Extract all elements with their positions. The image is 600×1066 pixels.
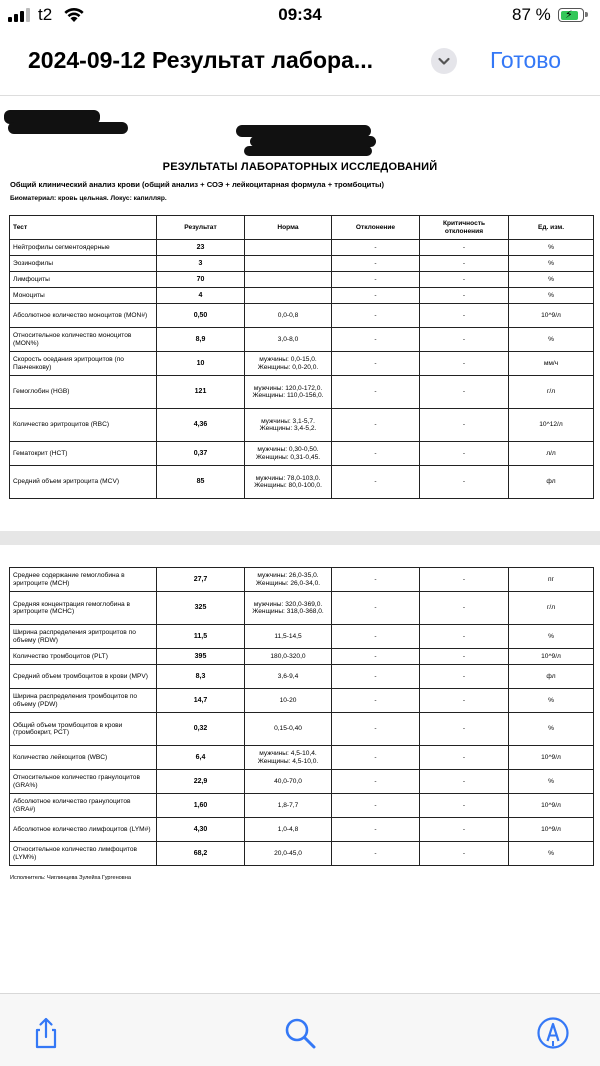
unit-cell: фл	[509, 466, 594, 499]
unit-cell: %	[509, 770, 594, 794]
criticality-cell: -	[420, 746, 509, 770]
test-name-cell: Количество эритроцитов (RBC)	[10, 409, 157, 442]
document-title: 2024-09-12 Результат лабора...	[28, 47, 374, 73]
norm-cell: 3,6-9,4	[245, 665, 332, 689]
table-row	[10, 466, 594, 499]
unit-cell: 10^9/л	[509, 304, 594, 328]
table-row	[10, 376, 594, 409]
result-cell: 14,7	[157, 689, 245, 713]
norm-cell	[245, 272, 332, 288]
markup-icon	[536, 1016, 570, 1050]
unit-cell: %	[509, 240, 594, 256]
search-icon	[283, 1016, 317, 1050]
table-row	[10, 288, 594, 304]
criticality-cell: -	[420, 376, 509, 409]
result-cell: 325	[157, 592, 245, 625]
column-header-test: Тест	[10, 216, 157, 240]
table-row	[10, 794, 594, 818]
norm-cell	[245, 256, 332, 272]
table-row	[10, 689, 594, 713]
deviation-cell: -	[332, 568, 420, 592]
deviation-cell: -	[332, 272, 420, 288]
unit-cell: г/л	[509, 592, 594, 625]
test-name-cell: Ширина распределения эритроцитов по объему (RDW)	[10, 625, 157, 649]
criticality-cell: -	[420, 689, 509, 713]
deviation-cell: -	[332, 665, 420, 689]
criticality-cell: -	[420, 409, 509, 442]
criticality-cell: -	[420, 272, 509, 288]
result-cell: 4,36	[157, 409, 245, 442]
battery-percent: 87 %	[512, 5, 551, 24]
title-menu-button[interactable]	[431, 48, 457, 74]
unit-cell: 10^9/л	[509, 649, 594, 665]
norm-cell: мужчины: 26,0-35,0. Женщины: 26,0-34,0.	[245, 568, 332, 592]
norm-cell: 3,0-8,0	[245, 328, 332, 352]
test-name-cell: Нейтрофилы сегментоядерные	[10, 240, 157, 256]
table-row	[10, 409, 594, 442]
result-cell: 11,5	[157, 625, 245, 649]
test-name-cell: Скорость оседания эритроцитов (по Панченкову)	[10, 352, 157, 376]
deviation-cell: -	[332, 713, 420, 746]
lab-results-table	[9, 215, 594, 499]
table-row	[10, 568, 594, 592]
norm-cell: 180,0-320,0	[245, 649, 332, 665]
norm-cell: 1,8-7,7	[245, 794, 332, 818]
table-row	[10, 665, 594, 689]
table-row	[10, 592, 594, 625]
search-button[interactable]	[283, 1016, 317, 1050]
table-row	[10, 442, 594, 466]
status-bar	[0, 0, 600, 34]
criticality-cell: -	[420, 649, 509, 665]
result-cell: 70	[157, 272, 245, 288]
deviation-cell: -	[332, 592, 420, 625]
result-cell: 27,7	[157, 568, 245, 592]
analysis-name: Общий клинический анализ крови (общий анализ + СОЭ + лейкоцитарная формула + тромбоциты)	[10, 180, 385, 189]
unit-cell: 10^9/л	[509, 794, 594, 818]
table-row	[10, 272, 594, 288]
criticality-cell: -	[420, 288, 509, 304]
result-cell: 0,32	[157, 713, 245, 746]
unit-cell: %	[509, 288, 594, 304]
table-row	[10, 240, 594, 256]
test-name-cell: Среднее содержание гемоглобина в эритроците (MCH)	[10, 568, 157, 592]
column-header-deviation: Отклонение	[332, 216, 420, 240]
charging-bolt-icon: ⚡	[565, 9, 573, 21]
unit-cell: мм/ч	[509, 352, 594, 376]
result-cell: 23	[157, 240, 245, 256]
test-name-cell: Гематокрит (HCT)	[10, 442, 157, 466]
unit-cell: %	[509, 256, 594, 272]
result-cell: 3	[157, 256, 245, 272]
result-cell: 121	[157, 376, 245, 409]
table-row	[10, 713, 594, 746]
share-button[interactable]	[29, 1016, 63, 1050]
table-header-row	[10, 216, 594, 240]
result-cell: 8,3	[157, 665, 245, 689]
test-name-cell: Относительное количество моноцитов (MON%)	[10, 328, 157, 352]
test-name-cell: Лимфоциты	[10, 272, 157, 288]
criticality-cell: -	[420, 352, 509, 376]
deviation-cell: -	[332, 409, 420, 442]
table-row	[10, 746, 594, 770]
criticality-cell: -	[420, 568, 509, 592]
table-row	[10, 649, 594, 665]
deviation-cell: -	[332, 625, 420, 649]
deviation-cell: -	[332, 240, 420, 256]
table-row	[10, 770, 594, 794]
deviation-cell: -	[332, 842, 420, 866]
criticality-cell: -	[420, 625, 509, 649]
document-page-1[interactable]	[0, 95, 600, 531]
result-cell: 10	[157, 352, 245, 376]
unit-cell: %	[509, 689, 594, 713]
unit-cell: л/л	[509, 442, 594, 466]
norm-cell: мужчины: 3,1-5,7. Женщины: 3,4-5,2.	[245, 409, 332, 442]
deviation-cell: -	[332, 256, 420, 272]
test-name-cell: Относительное количество гранулоцитов (GRA%)	[10, 770, 157, 794]
norm-cell: 0,15-0,40	[245, 713, 332, 746]
criticality-cell: -	[420, 240, 509, 256]
table-row	[10, 625, 594, 649]
test-name-cell: Моноциты	[10, 288, 157, 304]
share-icon	[29, 1016, 63, 1050]
norm-cell: 20,0-45,0	[245, 842, 332, 866]
deviation-cell: -	[332, 746, 420, 770]
table-row	[10, 328, 594, 352]
clock: 09:34	[278, 5, 322, 24]
norm-cell	[245, 240, 332, 256]
criticality-cell: -	[420, 794, 509, 818]
test-name-cell: Средний объем эритроцита (MCV)	[10, 466, 157, 499]
deviation-cell: -	[332, 352, 420, 376]
deviation-cell: -	[332, 818, 420, 842]
norm-cell: 0,0-0,8	[245, 304, 332, 328]
table-row	[10, 842, 594, 866]
unit-cell: г/л	[509, 376, 594, 409]
navigation-bar	[0, 34, 600, 90]
criticality-cell: -	[420, 770, 509, 794]
criticality-cell: -	[420, 256, 509, 272]
markup-button[interactable]	[536, 1016, 570, 1050]
deviation-cell: -	[332, 794, 420, 818]
norm-cell: мужчины: 78,0-103,0. Женщины: 80,0-100,0.	[245, 466, 332, 499]
deviation-cell: -	[332, 466, 420, 499]
test-name-cell: Гемоглобин (HGB)	[10, 376, 157, 409]
test-name-cell: Ширина распределения тромбоцитов по объему (PDW)	[10, 689, 157, 713]
unit-cell: 10^9/л	[509, 746, 594, 770]
chevron-down-icon	[431, 48, 457, 74]
deviation-cell: -	[332, 288, 420, 304]
biomaterial-info: Биоматериал: кровь цельная. Локус: капилляр.	[10, 195, 167, 202]
deviation-cell: -	[332, 689, 420, 713]
test-name-cell: Количество лейкоцитов (WBC)	[10, 746, 157, 770]
result-cell: 22,9	[157, 770, 245, 794]
norm-cell	[245, 288, 332, 304]
norm-cell: мужчины: 4,5-10,4. Женщины: 4,5-10,0.	[245, 746, 332, 770]
carrier-name: t2	[38, 5, 53, 24]
result-cell: 8,9	[157, 328, 245, 352]
criticality-cell: -	[420, 304, 509, 328]
unit-cell: %	[509, 625, 594, 649]
unit-cell: 10^9/л	[509, 818, 594, 842]
test-name-cell: Относительное количество лимфоцитов (LYM%)	[10, 842, 157, 866]
column-header-norm: Норма	[245, 216, 332, 240]
result-cell: 1,60	[157, 794, 245, 818]
unit-cell: фл	[509, 665, 594, 689]
criticality-cell: -	[420, 466, 509, 499]
table-row	[10, 818, 594, 842]
result-cell: 395	[157, 649, 245, 665]
unit-cell: пг	[509, 568, 594, 592]
deviation-cell: -	[332, 304, 420, 328]
norm-cell: мужчины: 120,0-172,0. Женщины: 110,0-156,0.	[245, 376, 332, 409]
test-name-cell: Количество тромбоцитов (PLT)	[10, 649, 157, 665]
test-name-cell: Абсолютное количество моноцитов (MON#)	[10, 304, 157, 328]
result-cell: 6,4	[157, 746, 245, 770]
table-row	[10, 352, 594, 376]
norm-cell: мужчины: 0,0-15,0. Женщины: 0,0-20,0.	[245, 352, 332, 376]
redaction-mark	[244, 146, 372, 156]
result-cell: 4	[157, 288, 245, 304]
unit-cell: %	[509, 328, 594, 352]
test-name-cell: Общий объем тромбоцитов в крови (тромбокрит, PCT)	[10, 713, 157, 746]
result-cell: 85	[157, 466, 245, 499]
test-name-cell: Абсолютное количество гранулоцитов (GRA#)	[10, 794, 157, 818]
done-button[interactable]: Готово	[490, 47, 562, 73]
table-row	[10, 304, 594, 328]
column-header-unit: Ед. изм.	[509, 216, 594, 240]
norm-cell: 10-20	[245, 689, 332, 713]
unit-cell: %	[509, 842, 594, 866]
document-page-2[interactable]	[0, 545, 600, 993]
norm-cell: 40,0-70,0	[245, 770, 332, 794]
redaction-mark	[8, 122, 128, 134]
test-name-cell: Эозинофилы	[10, 256, 157, 272]
test-name-cell: Средний объем тромбоцитов в крови (MPV)	[10, 665, 157, 689]
criticality-cell: -	[420, 818, 509, 842]
page-separator	[0, 531, 600, 545]
deviation-cell: -	[332, 770, 420, 794]
result-cell: 68,2	[157, 842, 245, 866]
result-cell: 0,50	[157, 304, 245, 328]
norm-cell: 11,5-14,5	[245, 625, 332, 649]
criticality-cell: -	[420, 665, 509, 689]
criticality-cell: -	[420, 442, 509, 466]
result-cell: 4,30	[157, 818, 245, 842]
test-name-cell: Абсолютное количество лимфоцитов (LYM#)	[10, 818, 157, 842]
column-header-criticality: Критичность отклонения	[420, 216, 509, 240]
norm-cell: мужчины: 0,30-0,50. Женщины: 0,31-0,45.	[245, 442, 332, 466]
norm-cell: мужчины: 320,0-369,0. Женщины: 318,0-368,0.	[245, 592, 332, 625]
criticality-cell: -	[420, 842, 509, 866]
deviation-cell: -	[332, 328, 420, 352]
deviation-cell: -	[332, 376, 420, 409]
unit-cell: %	[509, 272, 594, 288]
table-row	[10, 256, 594, 272]
criticality-cell: -	[420, 592, 509, 625]
unit-cell: 10^12/л	[509, 409, 594, 442]
report-heading: РЕЗУЛЬТАТЫ ЛАБОРАТОРНЫХ ИССЛЕДОВАНИЙ	[162, 161, 438, 173]
performer-signature-line: Исполнитель: Чиглинцева Зулейха Гургеновна	[10, 875, 131, 881]
bottom-toolbar	[0, 993, 600, 1066]
criticality-cell: -	[420, 713, 509, 746]
criticality-cell: -	[420, 328, 509, 352]
unit-cell: %	[509, 713, 594, 746]
test-name-cell: Средняя концентрация гемоглобина в эритроците (MCHC)	[10, 592, 157, 625]
lab-results-table-continued	[9, 567, 594, 866]
deviation-cell: -	[332, 649, 420, 665]
result-cell: 0,37	[157, 442, 245, 466]
norm-cell: 1,0-4,8	[245, 818, 332, 842]
deviation-cell: -	[332, 442, 420, 466]
battery-icon	[558, 8, 584, 22]
column-header-result: Результат	[157, 216, 245, 240]
